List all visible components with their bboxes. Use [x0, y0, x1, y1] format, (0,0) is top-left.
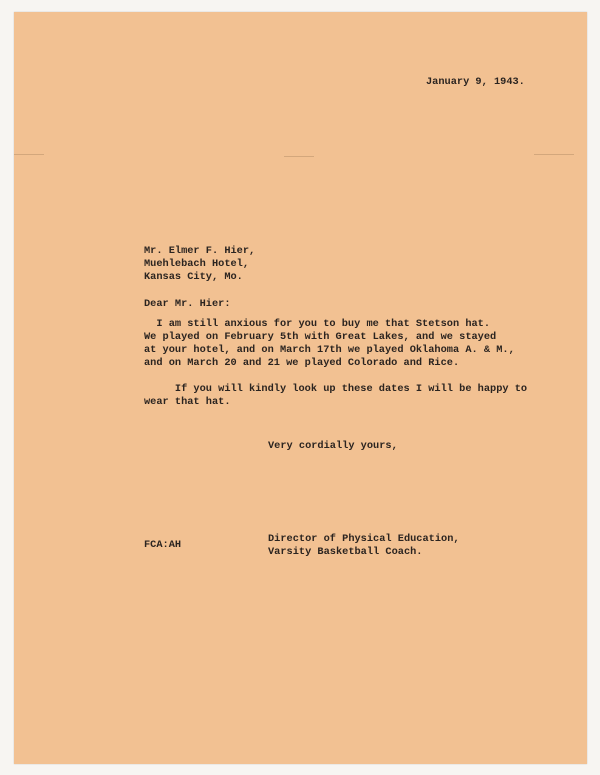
title-line: Varsity Basketball Coach.: [268, 546, 423, 558]
body-line: and on March 20 and 21 we played Colorado and Rice.: [144, 357, 460, 369]
letter-page: [14, 12, 587, 764]
body-line: We played on February 5th with Great Lakes, and we stayed: [144, 331, 497, 343]
address-line: Muehlebach Hotel,: [144, 258, 250, 270]
body-line: at your hotel, and on March 17th we played Oklahoma A. & M.,: [144, 344, 515, 356]
body-line: If you will kindly look up these dates I will be happy to: [144, 383, 528, 395]
complimentary-closing: Very cordially yours,: [268, 440, 398, 452]
salutation: Dear Mr. Hier:: [144, 298, 231, 310]
letter-date: January 9, 1943.: [426, 76, 525, 88]
address-line: Mr. Elmer F. Hier,: [144, 245, 256, 257]
paper-crease-right: [534, 154, 574, 155]
paper-crease-mid: [284, 156, 314, 157]
reference-initials: FCA:AH: [144, 539, 182, 551]
paper-crease-left: [14, 154, 44, 155]
address-line: Kansas City, Mo.: [144, 271, 243, 283]
title-line: Director of Physical Education,: [268, 533, 460, 545]
body-line: I am still anxious for you to buy me that Stetson hat.: [144, 318, 491, 330]
body-line: wear that hat.: [144, 396, 231, 408]
recipient-address: [144, 245, 255, 284]
signature-title: [268, 533, 460, 559]
letter-body: [144, 318, 527, 409]
